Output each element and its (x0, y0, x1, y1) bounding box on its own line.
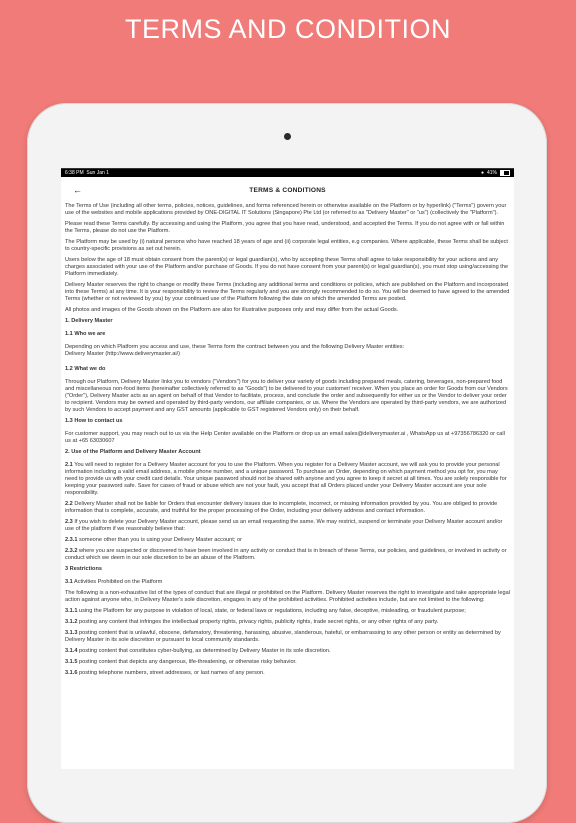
paragraph: Please read these Terms carefully. By accessing and using the Platform, you agree that you have read, understood, and accepted the Terms. If you do not agree with or fall within the Terms, please do not use the Platform. (65, 221, 505, 234)
paragraph: Through our Platform, Delivery Master links you to vendors ("Vendors") for you to deliver your variety of goods including prepared meals, catering, beverages, non-prepared food and miscellaneous non-food items (hereinafter collectively referred to as "Goods") to be delivered to your customer/ receiver. When you place an order for Goods from our Vendors ("Order"), Delivery Master acts as an agent on behalf of that Vendor to facilitate, process, and conclude the order and subsequently for either us or the Vendor to deliver your order to recipient. Vendors may be owned and operated by third-party vendors, our affiliate companies, or us. Where the Vendors are operated by third-party vendors, we are authorized by such Vendors to accept payment and any GST amounts (applicable to GST registered Vendors only) on their behalf. (65, 379, 508, 413)
paragraph: 3.1.1 using the Platform for any purpose in violation of local, state, or federal laws or regulations, including any false, deceptive, misleading, or fraudulent purpose; (65, 608, 466, 614)
page-title: TERMS & CONDITIONS (249, 186, 326, 194)
paragraph: All photos and images of the Goods shown on the Platform are also for illustrative purposes only and may differ from the actual Goods. (65, 307, 399, 313)
section-heading: 1.3 How to contact us (65, 418, 123, 424)
paragraph: For customer support, you may reach out to us via the Help Center available on the Platform or drop us an email sales@deliverymaster.ai , WhatsApp us at +97356786320 or call us at +65 63030607 (65, 431, 505, 444)
paragraph: The Terms of Use (including all other terms, policies, notices, guidelines, and forms referenced herein or otherwise available on the Platform or by hyperlink) ("Terms") govern your use of the websites and mobile applications provided by ONE-DIGITAL IT Solutions (Singapore) Pte Ltd (or referred to as "Delivery Master" or "us") (collectively the "Platform"). (65, 203, 507, 216)
battery-icon (500, 170, 510, 176)
section-heading: 1.2 What we do (65, 366, 106, 372)
paragraph: 3.1.4 posting content that constitutes cyber-bullying, as determined by Delivery Master in its sole discretion. (65, 648, 331, 654)
section-heading: 2. Use of the Platform and Delivery Master Account (65, 449, 201, 455)
paragraph: 2.1 You will need to register for a Delivery Master account for you to use the Platform. When you register for a Delivery Master account, we will ask you to provide your personal information including a valid email address, a mobile phone number, and a unique password. To purchase an Order, depending on which payment method you opt for, you may need to provide us with your credit card details. Your unique password should not be shared with anyone and you agree to keep it secret at all times. You are solely responsible for keeping your password safe. Save for cases of fraud or abuse which are not your fault, you accept that all Orders placed under your Delivery Master account are your sole responsibility. (65, 462, 507, 496)
paragraph: 2.3.2 where you are suspected or discovered to have been involved in any activity or conduct that is in breach of these Terms, our policies, and guidelines, or involved in activity or conduct which we deem in our sole discretion to be an abuse of the Platform. (65, 548, 507, 561)
battery-percent: 41% (486, 170, 497, 176)
back-arrow-icon[interactable]: ← (73, 185, 82, 195)
paragraph: 3.1.6 posting telephone numbers, street addresses, or last names of any person. (65, 670, 265, 676)
section-heading: 1. Delivery Master (65, 318, 113, 324)
section-heading: 1.1 Who we are (65, 331, 106, 337)
paragraph: 3.1.2 posting any content that infringes the intellectual property rights, privacy rights, publicity rights, trade secret rights, or any other rights of any party. (65, 619, 439, 625)
paragraph: Users below the age of 18 must obtain consent from the parent(s) or legal guardian(s), who by accepting these Terms shall agree to take responsibility for your actions and any charges associated with your use of the Platform and/or purchase of Goods. If you do not have consent from your parent(s) or legal guardian(s), you must stop using/accessing the Platform immediately. (65, 257, 509, 277)
hero-title: TERMS AND CONDITION (124, 14, 451, 44)
paragraph: 2.3 If you wish to delete your Delivery Master account, please send us an email requesting the same. We may restrict, suspend or terminate your Delivery Master account and/or use of the platform if we reasonably believe that: (65, 519, 503, 532)
paragraph: 3.1.5 posting content that depicts any dangerous, life-threatening, or otherwise risky behavior. (65, 659, 297, 665)
status-bar (61, 169, 514, 177)
paragraph: 3.1.3 posting content that is unlawful, obscene, defamatory, threatening, harassing, abusive, slanderous, hateful, or embarrassing to any other person or entity as determined by Delivery Master in its sole discretion or pursuant to local community standards. (65, 630, 501, 643)
app-screen (61, 168, 514, 769)
status-time: 6:38 PM Sun Jan 1 (65, 170, 109, 176)
terms-content (61, 203, 514, 677)
camera-dot (284, 133, 291, 140)
paragraph: 2.3.1 someone other than you is using your Delivery Master account; or (65, 537, 242, 543)
section-heading: 3 Restrictions (65, 566, 102, 572)
paragraph: The following is a non-exhaustive list of the types of conduct that are illegal or prohibited on the Platform. Delivery Master reserves the right to investigate and take appropriate legal action against anyone who, in Delivery Master's sole discretion, engages in any of the prohibited activities. Prohibited activities include, but are not limited to the following: (65, 590, 510, 603)
nav-bar (61, 177, 514, 203)
paragraph: Delivery Master reserves the right to change or modify these Terms (including any additional terms and conditions or policies, which are published on the Platform and incorporated into these Terms) at any time. It is your responsibility to review the Terms regularly and you are strongly recommended to do so. You will be deemed to have agreed to the amended Terms (whether or not reviewed by you) by your continued use of the Platform following the date on which the amended Terms are posted. (65, 282, 510, 302)
paragraph: 3.1 Activities Prohibited on the Platform (65, 579, 163, 585)
paragraph: Delivery Master (http://www.deliverymaster.ai/) (65, 351, 181, 357)
wifi-icon: ● (480, 170, 484, 176)
paragraph: The Platform may be used by (i) natural persons who have reached 18 years of age and (ii) corporate legal entities, e.g companies. Where applicable, these Terms shall be subject to country-specific provisions as set out herein. (65, 239, 508, 252)
paragraph: 2.2 Delivery Master shall not be liable for Orders that encounter delivery issues due to incomplete, incorrect, or missing information provided by you. You are obliged to provide information that is complete, accurate, and truthful for the proper processing of the Order, including your delivery address and contact information. (65, 501, 498, 514)
paragraph: Depending on which Platform you access and use, these Terms form the contract between you and the following Delivery Master entities: (65, 344, 405, 350)
